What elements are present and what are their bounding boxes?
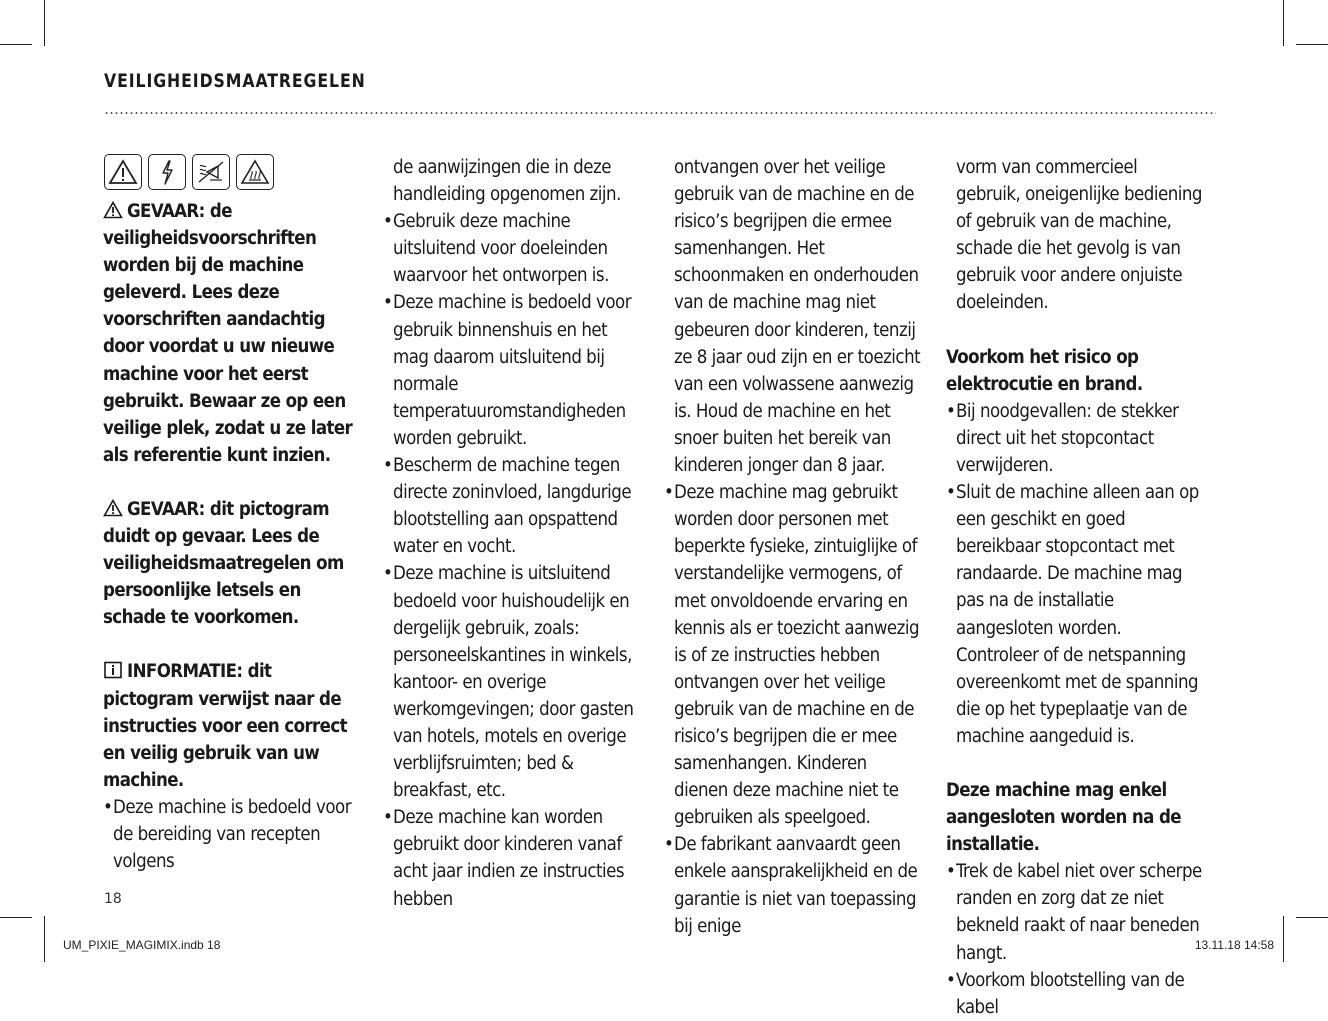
crop-mark <box>44 916 45 962</box>
warning-triangle-icon <box>103 201 123 219</box>
crop-mark <box>1296 917 1328 918</box>
list-item: • De fabrikant aanvaardt geen enkele aansprakelijkheid en de garantie is niet van toepassing bij enige <box>664 831 922 939</box>
crop-mark <box>1283 0 1284 46</box>
list-item: • Bij noodgevallen: de stekker direct uit het stopcontact verwijderen. <box>946 398 1204 479</box>
list-item: • Deze machine is uitsluitend bedoeld voor huishoudelijk en dergelijk gebruik, zoals: personeelskantines in winkels, kantoor- en overige werkomgevingen; door gasten van hotels, motels en overige verblijfsruimten; bed & breakfast, etc. <box>383 560 641 804</box>
page-title: VEILIGHEIDSMAATREGELEN <box>104 70 366 92</box>
warning-triangle-icon <box>104 154 142 190</box>
crop-mark <box>0 917 32 918</box>
crop-mark <box>1283 916 1284 962</box>
list-item: • Voorkom blootstelling van de kabel <box>946 967 1204 1021</box>
dotted-divider <box>104 112 1216 114</box>
list-item: • Trek de kabel niet over scherpe randen en zorg dat ze niet bekneld raakt of naar beneden hangt. <box>946 858 1204 966</box>
list-item: • Deze machine is bedoeld voor de bereiding van recepten volgens <box>103 794 365 875</box>
section-heading: Deze machine mag enkel aangesloten worden na de installatie. <box>946 779 1181 856</box>
pictogram-row <box>104 154 365 192</box>
info-icon <box>103 661 123 679</box>
list-item: • Bescherm de machine tegen directe zoninvloed, langdurige blootstelling aan opspattend water en vocht. <box>383 452 641 560</box>
information-notice <box>103 658 365 793</box>
danger-notice-text: GEVAAR: de veiligheidsvoorschriften worden bij de machine geleverd. Lees deze voorschriften aandachtig door voordat u uw nieuwe machine voor het eerst gebruikt. Bewaar ze op een veilige plek, zodat u ze later als referentie kunt inzien. <box>103 201 353 466</box>
danger-pictogram-notice <box>103 496 365 631</box>
column-3 <box>664 154 922 940</box>
continued-text: ontvangen over het veilige gebruik van de machine en de risico’s begrijpen die ermee samenhangen. Het schoonmaken en onderhouden van de machine mag niet gebeuren door kinderen, tenzij ze 8 jaar oud zijn en er toezicht van een volwassene aanwezig is. Houd de machine en het snoer buiten het bereik van kinderen jonger dan 8 jaar. <box>674 157 921 477</box>
information-text: INFORMATIE: dit pictogram verwijst naar de instructies voor een correct en veilig gebruik van uw machine. <box>103 661 347 791</box>
warning-triangle-icon <box>103 499 123 517</box>
continued-text: vorm van commercieel gebruik, oneigenlijke bediening of gebruik van de machine, schade die het gevolg is van gebruik voor andere onjuiste doeleinden. <box>956 157 1202 314</box>
list-item: • Sluit de machine alleen aan op een geschikt en goed bereikbaar stopcontact met randaarde. De machine mag pas na de installatie aangesloten worden. Controleer of de netspanning overeenkomt met de spanning die op het typeplaatje van de machine aangeduid is. <box>946 479 1204 750</box>
footer-file-info: UM_PIXIE_MAGIMIX.indb 18 <box>63 938 221 952</box>
danger-pictogram-text: GEVAAR: dit pictogram duidt op gevaar. Lees de veiligheidsmaatregelen om persoonlijke letsels en schade te voorkomen. <box>103 498 344 629</box>
continued-text: de aanwijzingen die in deze handleiding opgenomen zijn. <box>393 157 621 206</box>
column-4 <box>946 154 1204 1021</box>
page-number: 18 <box>104 891 122 907</box>
crop-mark <box>1296 44 1328 45</box>
list-item: • Deze machine kan worden gebruikt door kinderen vanaf acht jaar indien ze instructies hebben <box>383 804 641 912</box>
list-item: • Gebruik deze machine uitsluitend voor doeleinden waarvoor het ontworpen is. <box>383 208 641 289</box>
list-item: • Deze machine mag gebruikt worden door personen met beperkte fysieke, zintuiglijke of verstandelijke vermogens, of met onvoldoende ervaring en kennis als er toezicht aanwezig is of ze instructies hebben ontvangen over het veilige gebruik van de machine en de risico’s begrijpen die er mee samenhangen. Kinderen dienen deze machine niet te gebruiken als speelgoed. <box>664 479 922 831</box>
no-water-icon <box>192 154 230 190</box>
column-1 <box>103 154 365 875</box>
list-item: • Deze machine is bedoeld voor gebruik binnenshuis en het mag daarom uitsluitend bij normale temperatuuromstandigheden worden gebruikt. <box>383 289 641 452</box>
column-2 <box>383 154 641 913</box>
section-heading: Voorkom het risico op elektrocutie en brand. <box>946 346 1143 395</box>
hot-surface-icon <box>236 154 274 190</box>
danger-notice <box>103 198 365 469</box>
electric-bolt-icon <box>148 154 186 190</box>
footer-timestamp: 13.11.18 14:58 <box>1194 938 1274 952</box>
crop-mark <box>44 0 45 46</box>
crop-mark <box>0 44 32 45</box>
